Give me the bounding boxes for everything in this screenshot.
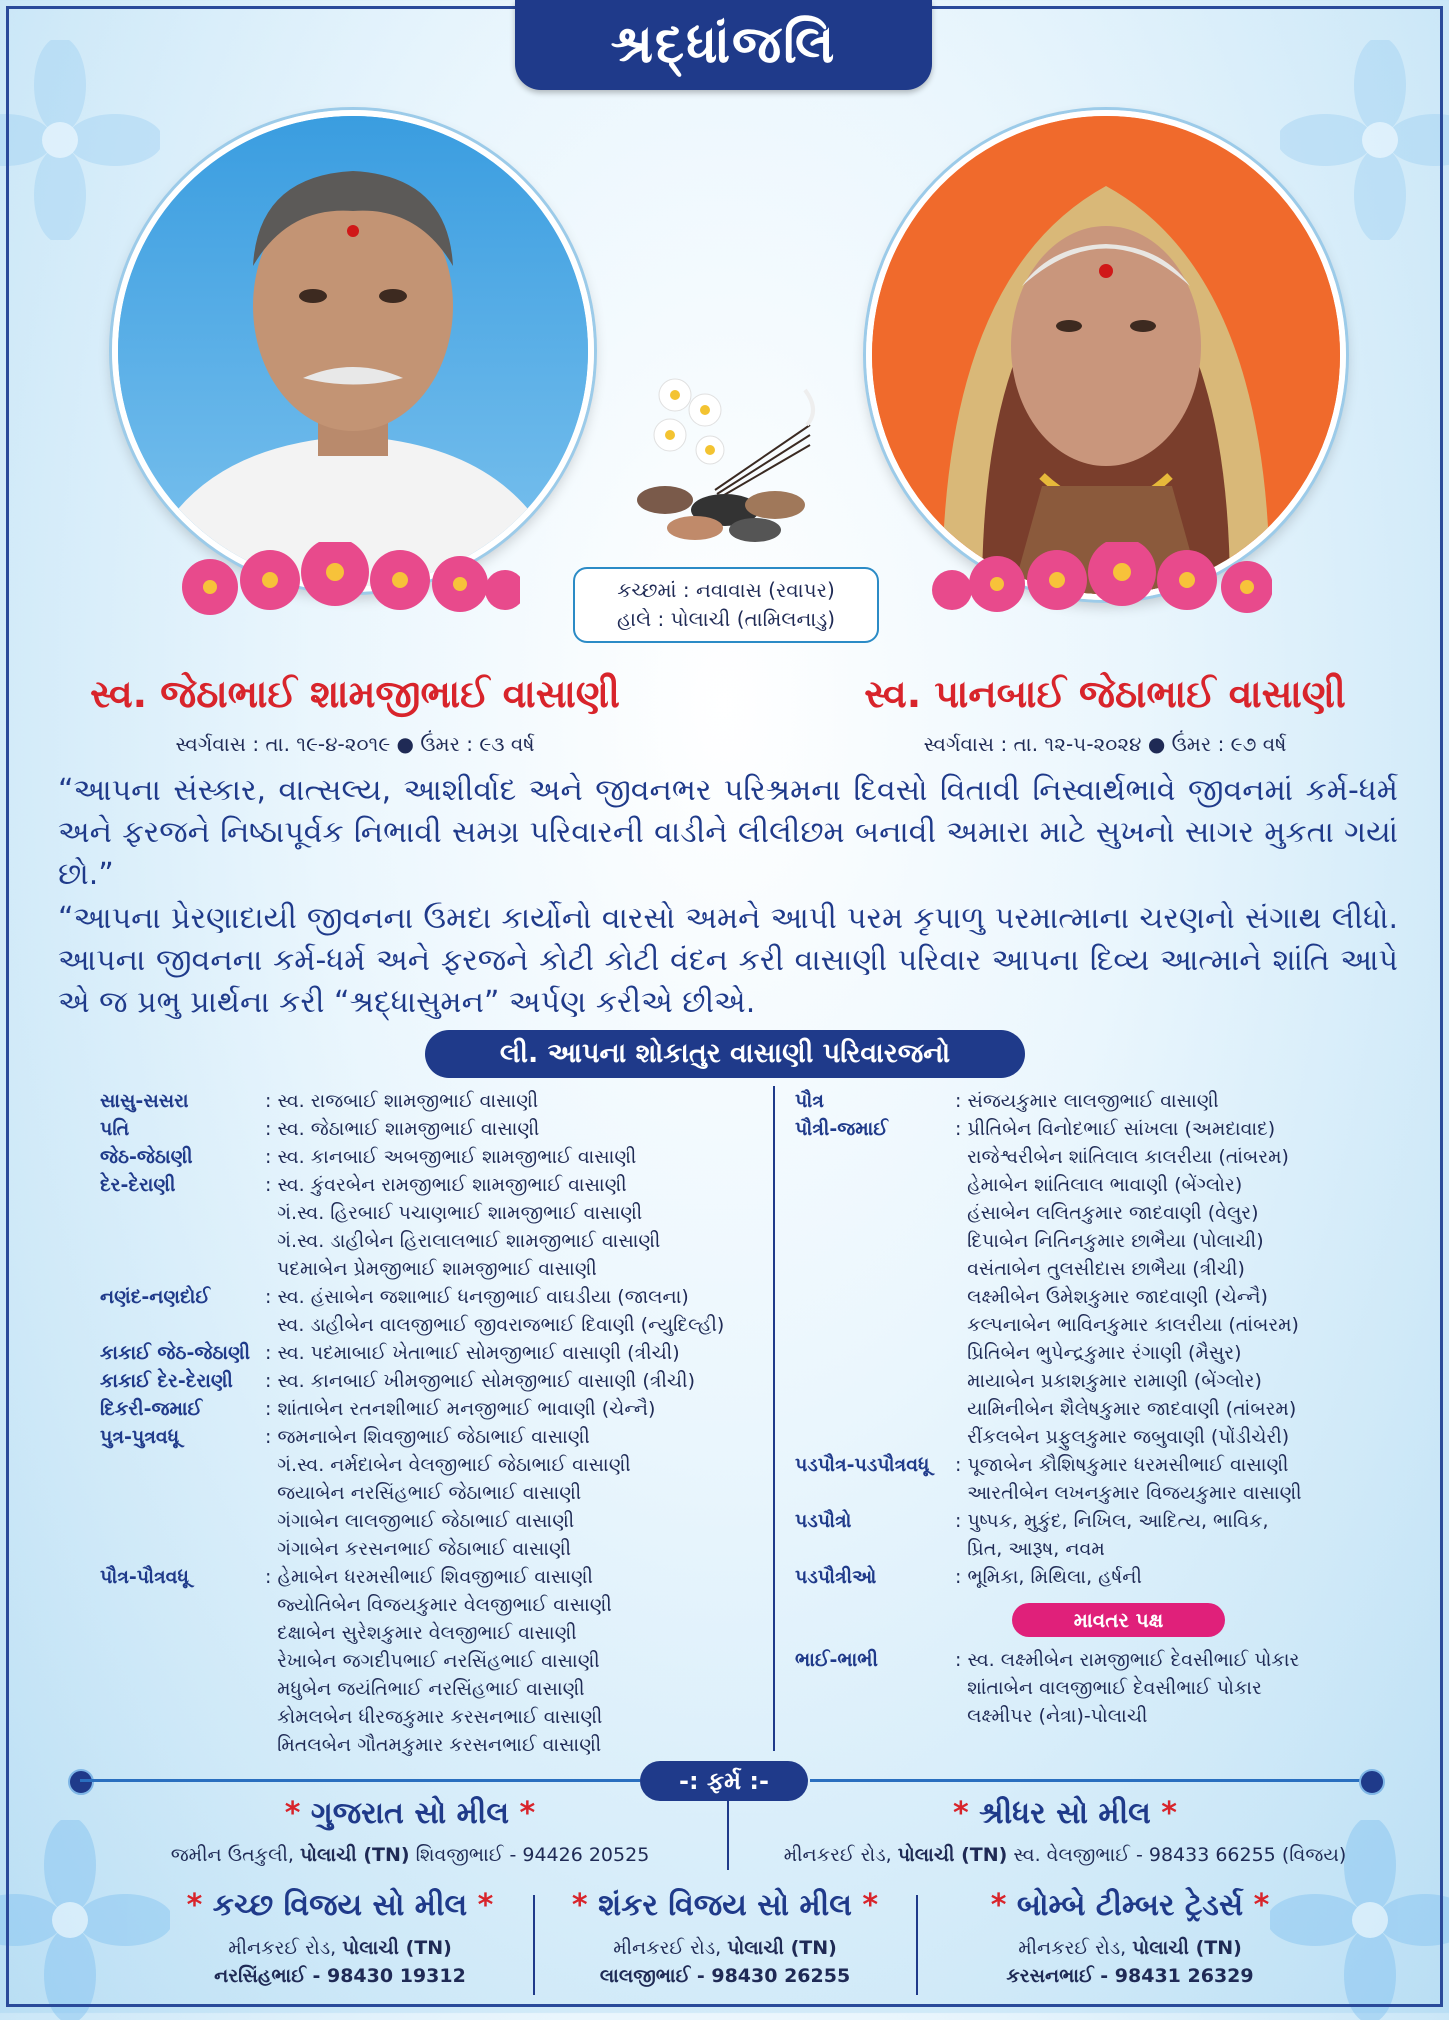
relatives-list-left <box>100 1087 760 1759</box>
relative-names <box>955 1646 1395 1730</box>
relation-label: જેઠ-જેઠાણી <box>100 1146 193 1168</box>
relative-row <box>795 1115 1395 1451</box>
firm-name-3 <box>150 1888 530 1923</box>
firm-name-2 <box>745 1796 1385 1831</box>
relative-name: : સ્વ. પદમાબાઈ ખેતાભાઈ સોમજીભાઈ વાસાણી (ત્રીચી) <box>265 1342 680 1364</box>
relative-name: : સ્વ. કાનબાઈ અબજીભાઈ શામજીભાઈ વાસાણી <box>265 1146 637 1168</box>
column-divider <box>773 1086 775 1751</box>
star-icon: * <box>990 1888 1007 1923</box>
relation-label: કાકાઈ દેર-દેરાણી <box>100 1370 233 1392</box>
relative-name: ગં.સ્વ. હિરબાઈ પચાણભાઈ શામજીભાઈ વાસાણી <box>265 1202 643 1224</box>
firm-address-1-street: જમીન ઉતકુલી, <box>170 1844 300 1866</box>
relative-row <box>795 1646 1395 1730</box>
current-place-line: હાલે : પોલાચી (તામિલનાડુ) <box>616 607 836 631</box>
relative-names <box>265 1339 760 1367</box>
maternal-side-badge: માવતર પક્ષ <box>1012 1603 1225 1637</box>
relative-name: પદમાબેન પ્રેમજીભાઈ શામજીભાઈ વાસાણી <box>265 1258 597 1280</box>
firm-address-3 <box>150 1934 530 1990</box>
native-place-box <box>573 567 879 643</box>
relative-name: આરતીબેન લખનકુમાર વિજયકુમાર વાસાણી <box>955 1482 1302 1504</box>
star-icon: * <box>519 1796 536 1831</box>
relative-row <box>100 1423 760 1563</box>
relative-name: ગં.સ્વ. ડાહીબેન હિરાલાલભાઈ શામજીભાઈ વાસાણી <box>265 1230 661 1252</box>
relative-row <box>100 1339 760 1367</box>
relative-row <box>100 1563 760 1759</box>
relative-name: રાજેશ્વરીબેન શાંતિલાલ કાલરીયા (તાંબરમ) <box>955 1146 1289 1168</box>
relative-row <box>100 1283 760 1339</box>
relative-name: : પ્રીતિબેન વિનોદભાઈ સાંખલા (અમદાવાદ) <box>955 1118 1276 1140</box>
firm-address-4-city: પોલાચી (TN) <box>727 1937 837 1959</box>
relation-label: પડપૌત્રો <box>795 1510 852 1532</box>
relative-name: : ભૂમિકા, મિથિલા, હર્ષની <box>955 1566 1142 1588</box>
firm-label: -: ફર્મ :- <box>640 1761 808 1801</box>
relative-names <box>955 1115 1395 1451</box>
portrait-photo-left <box>112 110 594 592</box>
firm-name-2-text: શ્રીધર સો મીલ <box>979 1796 1151 1831</box>
relative-name: : સંજયકુમાર લાલજીભાઈ વાસાણી <box>955 1090 1219 1112</box>
relative-name: હેમાબેન શાંતિલાલ ભાવાણી (બેંગ્લોર) <box>955 1174 1243 1196</box>
relative-name: સ્વ. ડાહીબેન વાલજીભાઈ જીવરાજભાઈ દિવાણી (ન્યુદિલ્હી) <box>265 1314 725 1336</box>
firm-address-2-contact: સ્વ. વેલજીભાઈ - 98433 66255 (વિજય) <box>1007 1844 1347 1866</box>
relative-row <box>795 1451 1395 1507</box>
firm-address-2-city: પોલાચી (TN) <box>897 1844 1008 1866</box>
relative-name: લક્ષ્મીબેન ઉમેશકુમાર જાદવાણી (ચેન્નૈ) <box>955 1286 1268 1308</box>
relative-names <box>265 1087 760 1115</box>
relative-name: ગંગાબેન કરસનભાઈ જેઠાભાઈ વાસાણી <box>265 1538 572 1560</box>
relation-label: દિકરી-જમાઈ <box>100 1398 203 1420</box>
relative-row <box>795 1087 1395 1115</box>
relative-name: હંસાબેન લલિતકુમાર જાદવાણી (વેલુર) <box>955 1202 1259 1224</box>
family-banner: લી. આપના શોકાતુર વાસાણી પરિવારજનો <box>425 1030 1025 1078</box>
relative-names <box>265 1395 760 1423</box>
star-icon: * <box>953 1796 969 1831</box>
firm-name-4-text: શંકર વિજય સો મીલ <box>598 1888 852 1923</box>
death-info-right: સ્વર્ગવાસ : તા. ૧૨-૫-૨૦૨૪ ● ઉંમર : ૯૭ વર્ષ <box>923 732 1287 756</box>
firm-address-2-street: મીનકરઈ રોડ, <box>783 1844 898 1866</box>
relative-names <box>265 1563 760 1759</box>
relative-name: : પુષ્પક, મુકુંદ, નિખિલ, આદિત્ય, ભાવિક, <box>955 1510 1269 1532</box>
relative-names <box>265 1143 760 1171</box>
relative-name: કોમલબેન ધીરજકુમાર કરસનભાઈ વાસાણી <box>265 1706 603 1728</box>
relative-name: : હેમાબેન ધરમસીભાઈ શિવજીભાઈ વાસાણી <box>265 1566 593 1588</box>
relation-label: ભાઈ-ભાભી <box>795 1649 878 1671</box>
incense-flowers-decoration <box>625 370 825 550</box>
relative-name: લક્ષ્મીપર (નેત્રા)-પોલાચી <box>955 1705 1148 1727</box>
firm-address-5-street: મીનકરઈ રોડ, <box>1018 1937 1133 1959</box>
deceased-name-left: સ્વ. જેઠાભાઈ શામજીભાઈ વાસાણી <box>90 672 620 716</box>
relative-names <box>955 1507 1395 1563</box>
decorative-flower <box>0 40 160 240</box>
relative-name: પ્રિત, આરૂષ, નવમ <box>955 1538 1105 1560</box>
relatives-list-right <box>795 1087 1395 1591</box>
firm-separator <box>533 1895 535 1995</box>
relation-label: પડપૌત્રીઓ <box>795 1566 877 1588</box>
relation-label: કાકાઈ જેઠ-જેઠાણી <box>100 1342 251 1364</box>
firm-name-5-text: બોમ્બે ટીમ્બર ટ્રેડર્સ <box>1016 1888 1244 1923</box>
relative-row <box>100 1367 760 1395</box>
relative-names <box>955 1087 1395 1115</box>
portrait-photo-right <box>866 110 1346 600</box>
tribute-paragraph-2: “આપના પ્રેરણાદાયી જીવનના ઉમદા કાર્યોનો વારસો અમને આપી પરમ કૃપાળુ પરમાત્માના ચરણનો સંગાથ લીધો. આપના જીવનના કર્મ-ધર્મ અને ફરજને કોટી કોટી વંદન કરી વાસાણી પરિવાર આપના દિવ્ય આત્માને શાંતિ આપે એ જ પ્રભુ પ્રાર્થના કરી “શ્રદ્ધાસુમન” અર્પણ કરીએ છીએ. <box>58 901 1398 1020</box>
firm-address-3-street: મીનકરઈ રોડ, <box>228 1937 343 1959</box>
firm-address-5-city: પોલાચી (TN) <box>1132 1937 1242 1959</box>
relative-name: : શાંતાબેન રતનશીભાઈ મનજીભાઈ ભાવાણી (ચેન્નૈ) <box>265 1398 656 1420</box>
relative-row <box>100 1115 760 1143</box>
relation-label: નણંદ-નણદોઈ <box>100 1286 210 1308</box>
pink-flowers-decoration <box>932 542 1272 622</box>
relative-name: પ્રિતિબેન ભુપેન્દ્રકુમાર રંગાણી (મૈસુર) <box>955 1342 1242 1364</box>
relative-name: : સ્વ. રાજબાઈ શામજીભાઈ વાસાણી <box>265 1090 539 1112</box>
relative-name: : સ્વ. કાનબાઈ ખીમજીભાઈ સોમજીભાઈ વાસાણી (ત્રીચી) <box>265 1370 695 1392</box>
firm-address-4-contact: લાલજીભાઈ - 98430 26255 <box>599 1965 851 1987</box>
relation-label: સાસુ-સસરા <box>100 1090 189 1112</box>
relative-name: : સ્વ. લક્ષ્મીબેન રામજીભાઈ દેવસીભાઈ પોકાર <box>955 1649 1300 1671</box>
relative-names <box>955 1451 1395 1507</box>
firm-separator <box>916 1895 918 1995</box>
firm-address-5-contact: કરસનભાઈ - 98431 26329 <box>1006 1965 1254 1987</box>
firm-address-1-city: પોલાચી (TN) <box>299 1844 410 1866</box>
relative-names <box>265 1367 760 1395</box>
relative-names <box>265 1171 760 1283</box>
relative-name: રેખાબેન જગદીપભાઈ નરસિંહભાઈ વાસાણી <box>265 1650 600 1672</box>
firm-address-3-contact: નરસિંહભાઈ - 98430 19312 <box>214 1965 466 1987</box>
divider-line <box>810 1779 1370 1782</box>
relative-row <box>795 1507 1395 1563</box>
firm-name-1 <box>120 1796 700 1831</box>
relation-label: પૌત્ર <box>795 1090 824 1112</box>
death-info-left: સ્વર્ગવાસ : તા. ૧૯-૪-૨૦૧૯ ● ઉંમર : ૯૩ વર્ષ <box>175 732 535 756</box>
relative-name: વસંતાબેન તુલસીદાસ છાભૈયા (ત્રીચી) <box>955 1258 1245 1280</box>
relative-names <box>265 1283 760 1339</box>
deceased-name-right: સ્વ. પાનબાઈ જેઠાભાઈ વાસાણી <box>864 672 1346 716</box>
page-title: શ્રદ્ધાંજલિ <box>515 0 932 90</box>
relative-name: યામિનીબેન શૈલેષકુમાર જાદવાણી (તાંબરમ) <box>955 1398 1297 1420</box>
maternal-relatives-list <box>795 1646 1395 1730</box>
relative-name: દિપાબેન નિતિનકુમાર છાભૈયા (પોલાચી) <box>955 1230 1264 1252</box>
relation-label: પતિ <box>100 1118 130 1140</box>
native-place-line: કચ્છમાં : નવાવાસ (રવાપર) <box>617 578 835 602</box>
star-icon: * <box>862 1888 879 1923</box>
divider-line <box>80 1779 640 1782</box>
relative-row <box>100 1171 760 1283</box>
star-icon: * <box>1253 1888 1270 1923</box>
relative-name: ગંગાબેન લાલજીભાઈ જેઠાભાઈ વાસાણી <box>265 1510 575 1532</box>
firm-separator <box>727 1800 729 1870</box>
star-icon: * <box>1161 1796 1177 1831</box>
relative-names <box>265 1423 760 1563</box>
firm-address-5 <box>925 1934 1335 1990</box>
firm-name-3-text: કચ્છ વિજય સો મીલ <box>212 1888 468 1923</box>
relative-name: : પૂજાબેન કૌશિષકુમાર ધરમસીભાઈ વાસાણી <box>955 1454 1289 1476</box>
relation-label: પૌત્રી-જમાઈ <box>795 1118 888 1140</box>
firm-name-4 <box>540 1888 910 1923</box>
firm-address-4-street: મીનકરઈ રોડ, <box>613 1937 728 1959</box>
relative-name: રીંકલબેન પ્રફુલકુમાર જબુવાણી (પોંડીચેરી) <box>955 1426 1290 1448</box>
relative-name: : સ્વ. કુંવરબેન રામજીભાઈ શામજીભાઈ વાસાણી <box>265 1174 627 1196</box>
star-icon: * <box>477 1888 494 1923</box>
relative-name: દક્ષાબેન સુરેશકુમાર વેલજીભાઈ વાસાણી <box>265 1622 577 1644</box>
relative-name: ગં.સ્વ. નર્મદાબેન વેલજીભાઈ જેઠાભાઈ વાસાણી <box>265 1454 631 1476</box>
pink-flowers-decoration <box>180 542 520 622</box>
relative-name: : સ્વ. હંસાબેન જશાભાઈ ધનજીભાઈ વાઘડીયા (જાલના) <box>265 1286 689 1308</box>
star-icon: * <box>284 1796 301 1831</box>
relative-name: : જમનાબેન શિવજીભાઈ જેઠાભાઈ વાસાણી <box>265 1426 590 1448</box>
firm-name-5 <box>925 1888 1335 1923</box>
firm-address-1 <box>120 1844 700 1866</box>
relation-label: પડપૌત્ર-પડપૌત્રવધૂ <box>795 1454 930 1476</box>
relation-label: પુત્ર-પુત્રવધૂ <box>100 1426 180 1448</box>
firm-address-1-contact: શિવજીભાઈ - 94426 20525 <box>409 1844 650 1866</box>
star-icon: * <box>186 1888 203 1923</box>
relative-name: મિતલબેન ગૌતમકુમાર કરસનભાઈ વાસાણી <box>265 1734 602 1756</box>
relative-name: માયાબેન પ્રકાશકુમાર રામાણી (બેંગ્લોર) <box>955 1370 1262 1392</box>
firm-name-1-text: ગુજરાત સો મીલ <box>310 1796 510 1831</box>
relative-names <box>955 1563 1395 1591</box>
firm-address-4 <box>540 1934 910 1990</box>
star-icon: * <box>571 1888 588 1923</box>
relative-name: જ્યોતિબેન વિજયકુમાર વેલજીભાઈ વાસાણી <box>265 1594 612 1616</box>
relative-name: : સ્વ. જેઠાભાઈ શામજીભાઈ વાસાણી <box>265 1118 540 1140</box>
relative-row <box>100 1143 760 1171</box>
relation-label: દેર-દેરાણી <box>100 1174 176 1196</box>
relative-names <box>265 1115 760 1143</box>
divider-dot <box>68 1769 94 1795</box>
decorative-flower <box>1280 40 1449 240</box>
firm-address-3-city: પોલાચી (TN) <box>342 1937 452 1959</box>
relative-row <box>100 1087 760 1115</box>
divider-dot <box>1359 1769 1385 1795</box>
relative-name: મધુબેન જયંતિભાઈ નરસિંહભાઈ વાસાણી <box>265 1678 585 1700</box>
tribute-paragraph-1: “આપના સંસ્કાર, વાત્સલ્ય, આશીર્વાદ અને જીવનભર પરિશ્રમના દિવસો વિતાવી નિસ્વાર્થભાવે જીવનમાં કર્મ-ધર્મ અને ફરજને નિષ્ઠાપૂર્વક નિભાવી સમગ્ર પરિવારની વાડીને લીલીછમ બનાવી અમારા માટે સુખનો સાગર મુકતા ગયાં છો.” <box>58 773 1398 892</box>
relation-label: પૌત્ર-પૌત્રવધૂ <box>100 1566 189 1588</box>
relative-row <box>795 1563 1395 1591</box>
relative-name: શાંતાબેન વાલજીભાઈ દેવસીભાઈ પોકાર <box>955 1677 1262 1699</box>
firm-address-2 <box>745 1844 1385 1866</box>
relative-name: કલ્પનાબેન ભાવિનકુમાર કાલરીયા (તાંબરમ) <box>955 1314 1299 1336</box>
relative-row <box>100 1395 760 1423</box>
relative-name: જયાબેન નરસિંહભાઈ જેઠાભાઈ વાસાણી <box>265 1482 582 1504</box>
